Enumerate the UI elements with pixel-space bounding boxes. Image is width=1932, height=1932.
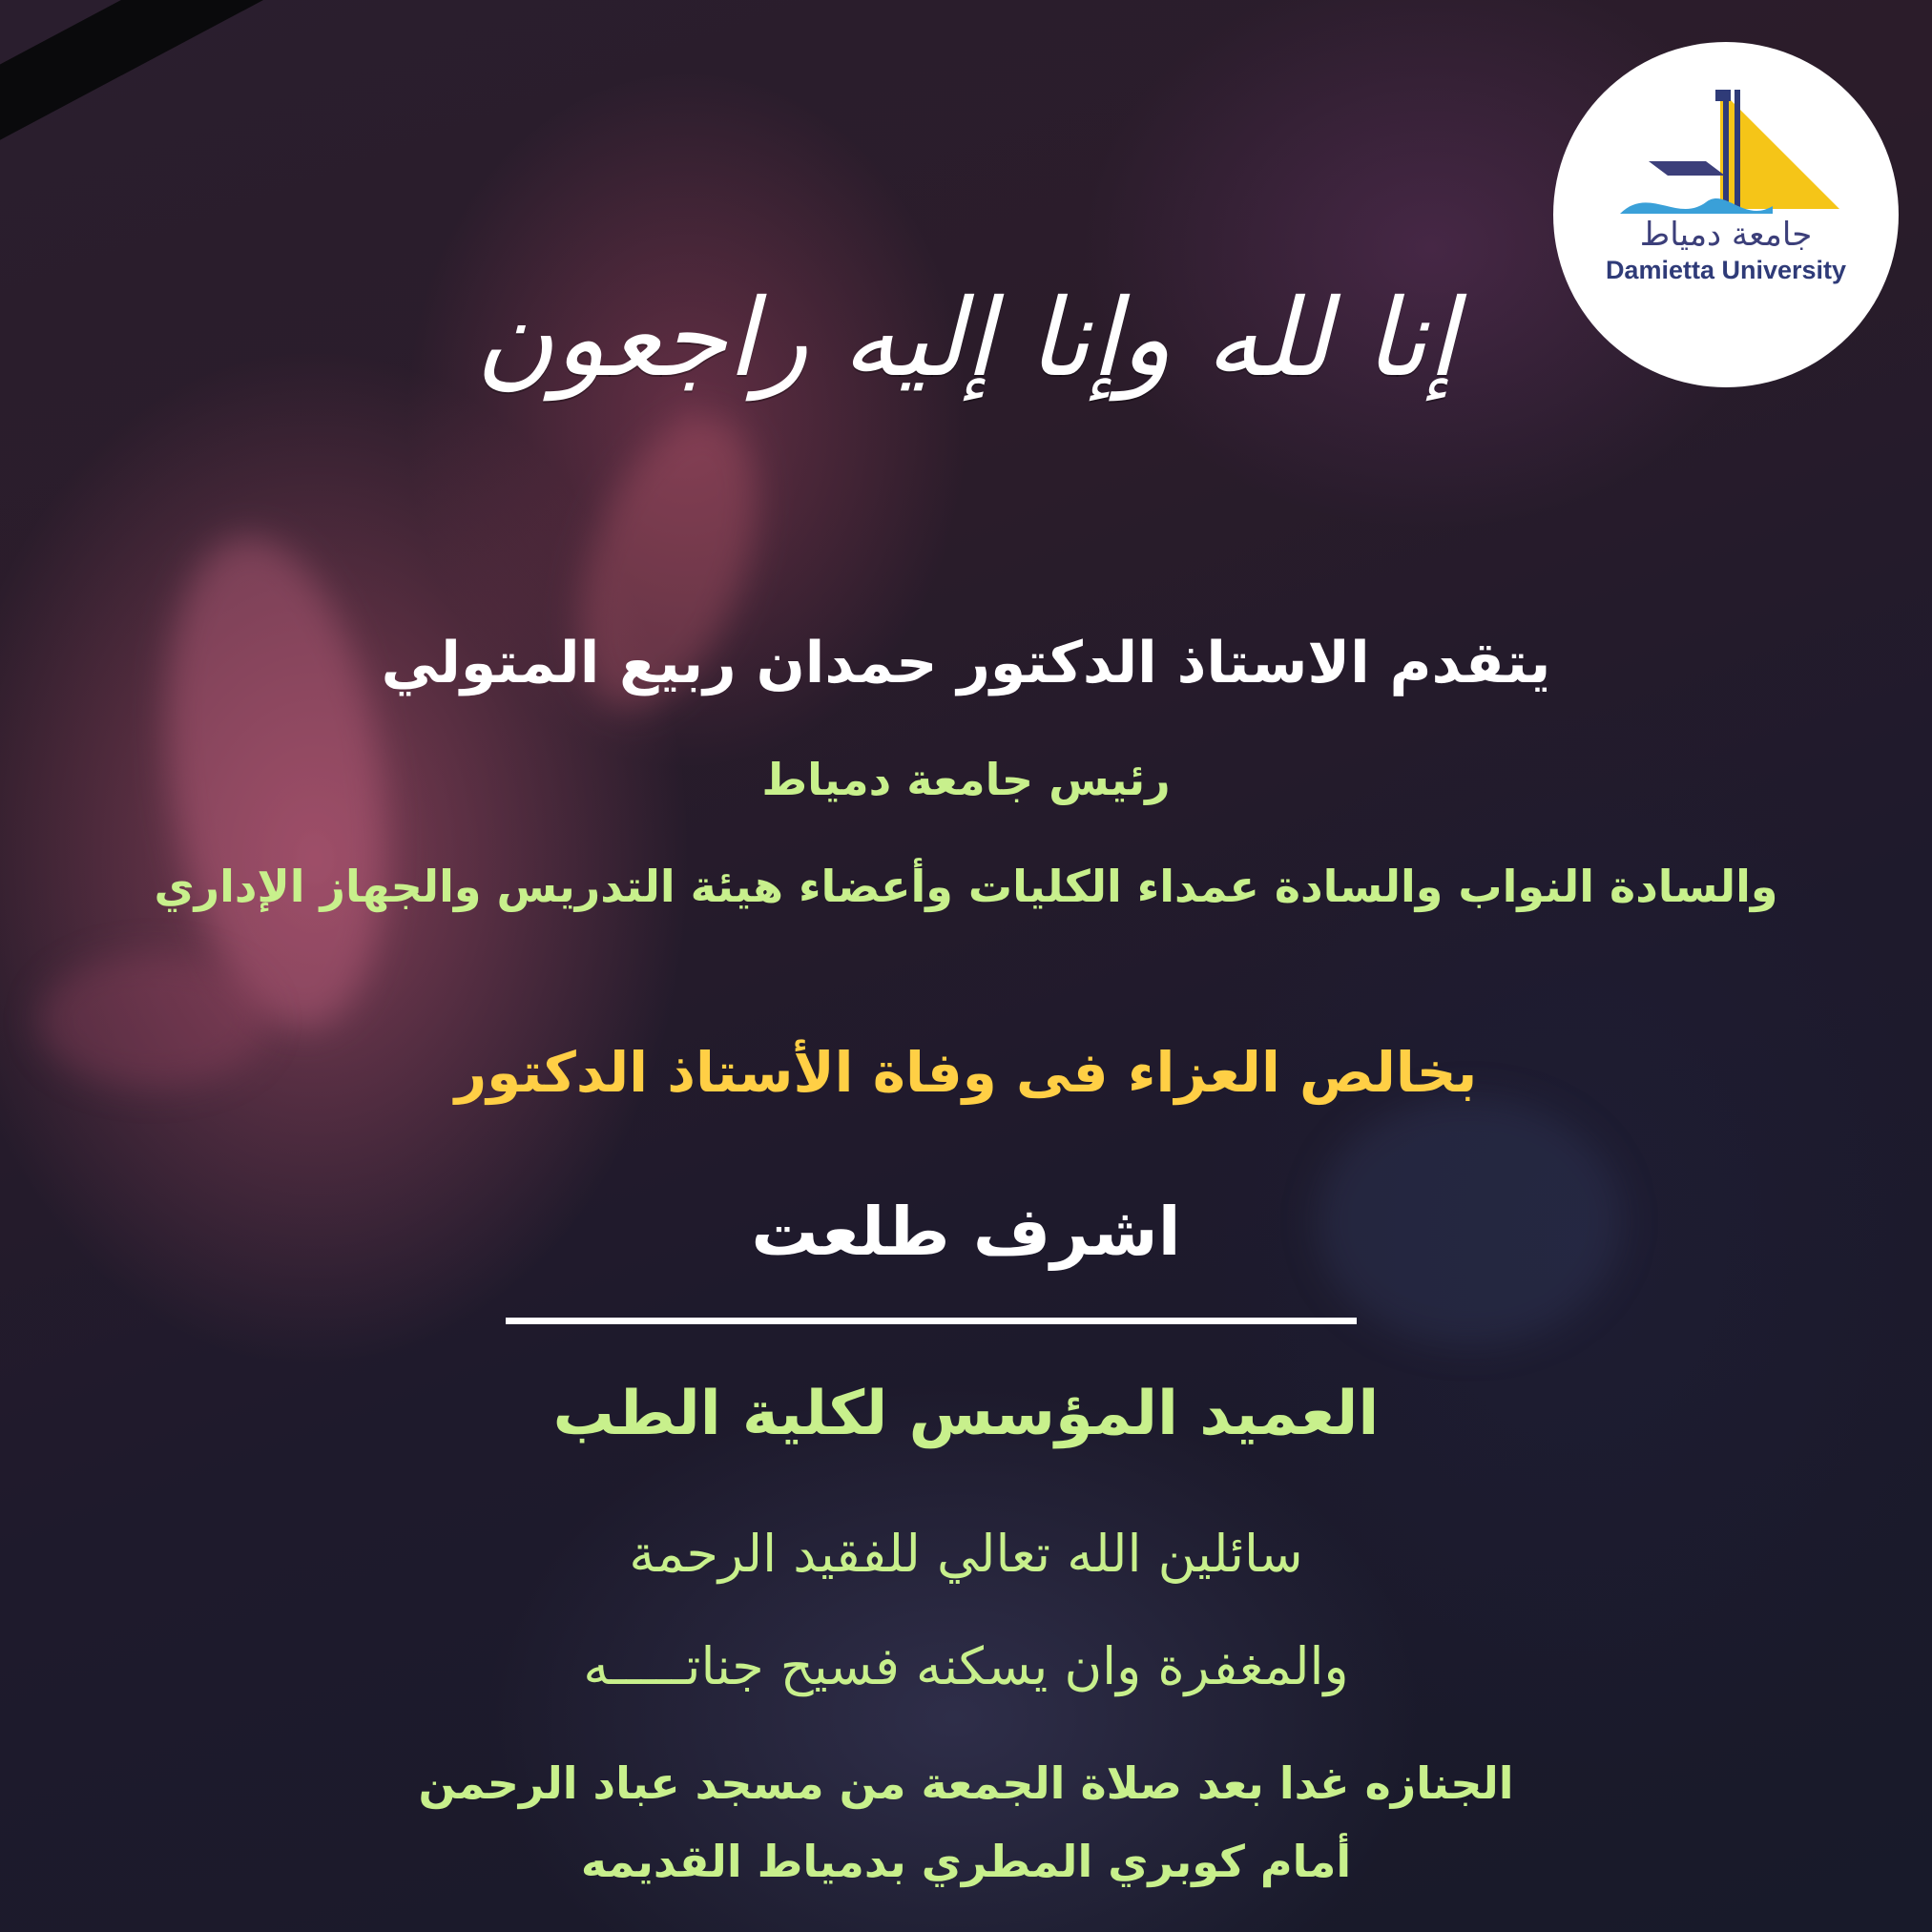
funeral-info-line-1: الجنازه غدا بعد صلاة الجمعة من مسجد عباد الرحمن <box>418 1757 1514 1809</box>
prayer-line-1: سائلين الله تعالي للفقيد الرحمة <box>629 1524 1303 1584</box>
deceased-name: اشرف طلعت <box>751 1193 1181 1271</box>
logo-english-text: Damietta University <box>1605 256 1847 284</box>
deceased-title: العميد المؤسس لكلية الطب <box>552 1379 1380 1449</box>
sender-name-line: يتقدم الاستاذ الدكتور حمدان ربيع المتولي <box>381 630 1551 696</box>
condolence-line: بخالص العزاء فى وفاة الأستاذ الدكتور <box>454 1040 1478 1105</box>
funeral-info-line-2: أمام كوبري المطري بدمياط القديمه <box>580 1836 1352 1887</box>
quran-verse-calligraphy: إنا لله وإنا إليه راجعون <box>475 277 1457 401</box>
mourning-ribbon <box>0 0 477 164</box>
sender-staff-line: والسادة النواب والسادة عمداء الكليات وأعضاء هيئة التدريس والجهاز الإداري <box>154 861 1778 912</box>
prayer-line-2: والمغفرة وان يسكنه فسيح جناتـــــه <box>583 1636 1349 1696</box>
sender-title-line: رئيس جامعة دمياط <box>761 754 1171 805</box>
divider-line <box>506 1318 1357 1324</box>
logo-arabic-text: جامعة دمياط <box>1639 216 1813 254</box>
university-emblem-icon <box>1610 80 1849 223</box>
